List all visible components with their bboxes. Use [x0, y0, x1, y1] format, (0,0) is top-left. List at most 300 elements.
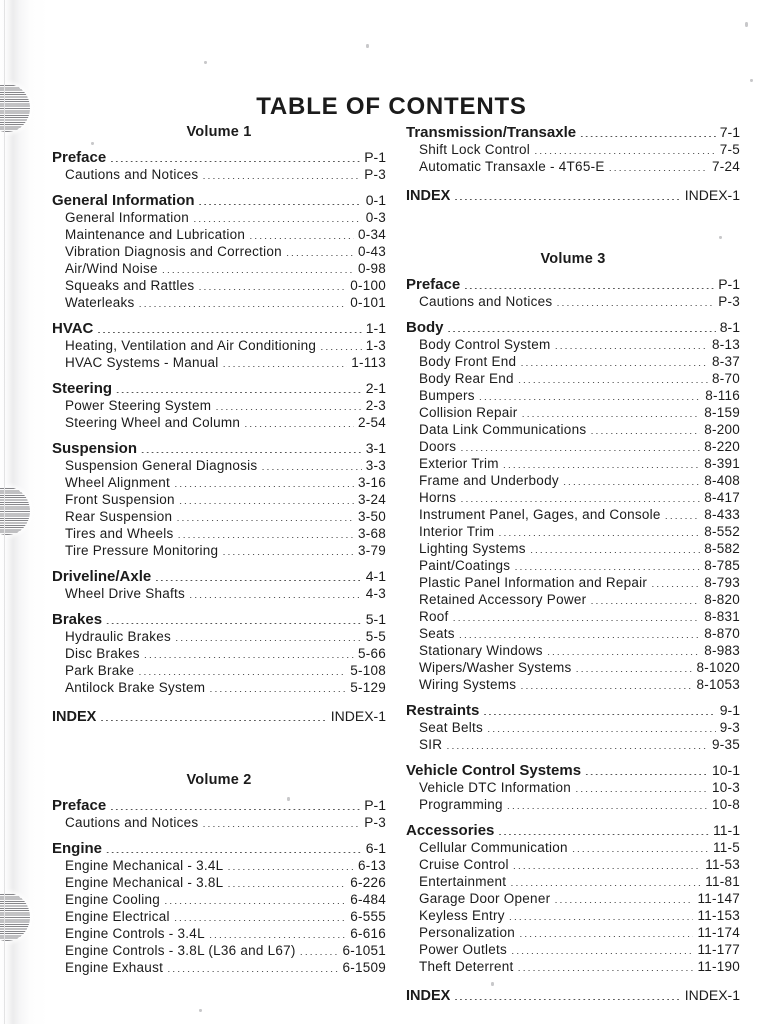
toc-entry-label: Suspension General Diagnosis	[65, 458, 258, 473]
toc-entry-page-number: 10-3	[711, 780, 740, 795]
toc-entry-page-number: 8-793	[704, 575, 740, 590]
toc-entry-label: Cautions and Notices	[419, 294, 553, 309]
toc-entry-sub[interactable]	[406, 438, 740, 455]
toc-leader-dots	[174, 920, 346, 921]
toc-entry-label: Engine	[52, 840, 103, 857]
toc-leader-dots	[454, 999, 680, 1000]
toc-entry-sub[interactable]	[52, 857, 386, 874]
toc-entry-label: Preface	[406, 276, 461, 293]
toc-entry-page-number: 11-177	[697, 942, 740, 957]
toc-entry-page-number: P-1	[364, 149, 386, 165]
toc-entry-label: Wiring Systems	[419, 677, 517, 692]
toc-leader-dots	[460, 501, 700, 502]
toc-entry-page-number: 0-43	[357, 244, 386, 259]
toc-entry-sub[interactable]	[52, 891, 386, 908]
toc-entry-label: Body	[406, 319, 444, 336]
toc-leader-dots	[106, 852, 362, 853]
toc-leader-dots	[511, 953, 693, 954]
toc-leader-dots	[576, 671, 693, 672]
toc-leader-dots	[97, 332, 361, 333]
toc-leader-dots	[202, 178, 360, 179]
toc-entry-sub[interactable]	[52, 277, 386, 294]
toc-entry-sub[interactable]	[406, 796, 740, 813]
toc-entry-section[interactable]	[52, 568, 386, 585]
toc-leader-dots	[446, 748, 708, 749]
toc-entry-label: INDEX	[406, 988, 451, 1004]
toc-leader-dots	[320, 349, 362, 350]
toc-entry-label: Interior Trim	[419, 524, 495, 539]
toc-leader-dots	[590, 603, 700, 604]
toc-entry-sub[interactable]	[406, 387, 740, 404]
toc-entry-page-number: 3-3	[365, 458, 386, 473]
toc-entry-section[interactable]	[52, 320, 386, 337]
toc-entry-label: HVAC Systems - Manual	[65, 355, 219, 370]
toc-leader-dots	[178, 537, 354, 538]
toc-entry-sub[interactable]	[52, 474, 386, 491]
toc-entry-sub[interactable]	[406, 489, 740, 506]
toc-entry-page-number: P-1	[364, 797, 386, 813]
toc-entry-label: Engine Controls - 3.8L (L36 and L67)	[65, 943, 296, 958]
toc-entry-page-number: 10-1	[711, 762, 740, 778]
toc-entry-label: Cautions and Notices	[65, 815, 199, 830]
toc-entry-sub[interactable]	[406, 839, 740, 856]
toc-entry-section[interactable]	[406, 319, 740, 336]
toc-leader-dots	[141, 452, 362, 453]
toc-entry-page-number: INDEX-1	[684, 187, 740, 203]
toc-leader-dots	[175, 640, 362, 641]
toc-entry-page-number: 2-3	[365, 398, 386, 413]
toc-entry-page-number: INDEX-1	[330, 708, 386, 724]
toc-entry-sub[interactable]	[406, 625, 740, 642]
toc-entry-label: Personalization	[419, 925, 516, 940]
toc-entry-page-number: 0-101	[350, 295, 386, 310]
toc-entry-sub[interactable]	[52, 226, 386, 243]
toc-entry-page-number: 0-100	[350, 278, 386, 293]
toc-entry-page-number: 11-5	[712, 840, 740, 855]
toc-entry-page-number: 7-5	[719, 142, 740, 157]
toc-entry-label: Disc Brakes	[65, 646, 140, 661]
toc-entry-label: Vehicle DTC Information	[419, 780, 572, 795]
toc-leader-dots	[215, 409, 361, 410]
toc-entry-page-number: P-1	[718, 276, 740, 292]
toc-entry-page-number: 11-147	[697, 891, 740, 906]
toc-entry-label: Vibration Diagnosis and Correction	[65, 244, 282, 259]
toc-entry-label: Rear Suspension	[65, 509, 173, 524]
toc-entry-page-number: 0-34	[357, 227, 386, 242]
toc-entry-label: Shift Lock Control	[419, 142, 531, 157]
toc-entry-label: Maintenance and Lubrication	[65, 227, 246, 242]
toc-entry-sub[interactable]	[406, 158, 740, 175]
toc-entry-sub[interactable]	[406, 353, 740, 370]
toc-leader-dots	[522, 416, 701, 417]
toc-entry-label: SIR	[419, 737, 443, 752]
toc-leader-dots	[199, 204, 362, 205]
toc-entry-sub[interactable]	[406, 293, 740, 310]
toc-entry-label: Theft Deterrent	[419, 959, 514, 974]
toc-leader-dots	[286, 255, 354, 256]
toc-entry-label: General Information	[52, 192, 195, 209]
toc-entry-page-number: 6-226	[350, 875, 386, 890]
toc-entry-label: Park Brake	[65, 663, 135, 678]
toc-entry-sub[interactable]	[406, 719, 740, 736]
toc-entry-page-number: 8-417	[704, 490, 740, 505]
toc-entry-sub[interactable]	[406, 591, 740, 608]
toc-entry-page-number: 8-220	[704, 439, 740, 454]
toc-entry-section[interactable]	[406, 702, 740, 719]
toc-entry-label: Engine Controls - 3.4L	[65, 926, 205, 941]
toc-entry-label: Suspension	[52, 440, 138, 457]
toc-entry-sub[interactable]	[52, 397, 386, 414]
toc-entry-page-number: 6-555	[350, 909, 386, 924]
toc-entry-page-number: 8-820	[704, 592, 740, 607]
toc-leader-dots	[575, 791, 708, 792]
toc-entry-sub[interactable]	[406, 455, 740, 472]
toc-entry-sub[interactable]	[52, 508, 386, 525]
toc-leader-dots	[498, 834, 709, 835]
toc-entry-sub[interactable]	[406, 642, 740, 659]
toc-entry-section[interactable]	[52, 149, 386, 166]
toc-entry-label: Engine Electrical	[65, 909, 170, 924]
toc-entry-sub[interactable]	[52, 260, 386, 277]
toc-leader-dots	[651, 586, 700, 587]
toc-entry-page-number: 0-1	[365, 192, 386, 208]
toc-entry-sub[interactable]	[406, 736, 740, 753]
toc-entry-sub[interactable]	[406, 557, 740, 574]
toc-entry-label: Cautions and Notices	[65, 167, 199, 182]
toc-entry-sub[interactable]	[406, 659, 740, 676]
toc-leader-dots	[520, 688, 692, 689]
toc-column-left	[52, 124, 386, 976]
toc-entry-label: Horns	[419, 490, 457, 505]
toc-entry-page-number: 11-153	[697, 908, 740, 923]
toc-leader-dots	[459, 637, 700, 638]
toc-entry-label: Wipers/Washer Systems	[419, 660, 572, 675]
toc-entry-page-number: 8-408	[704, 473, 740, 488]
toc-entry-sub[interactable]	[52, 354, 386, 371]
toc-entry-page-number: 8-552	[704, 524, 740, 539]
toc-entry-label: Front Suspension	[65, 492, 175, 507]
toc-leader-dots	[223, 366, 348, 367]
toc-entry-label: Lighting Systems	[419, 541, 526, 556]
toc-entry-page-number: 5-5	[365, 629, 386, 644]
toc-entry-label: Brakes	[52, 611, 103, 628]
toc-entry-page-number: 0-3	[365, 210, 386, 225]
toc-entry-sub[interactable]	[52, 243, 386, 260]
toc-leader-dots	[227, 886, 346, 887]
toc-entry-page-number: 2-54	[357, 415, 386, 430]
toc-entry-page-number: 5-1	[365, 611, 386, 627]
toc-leader-dots	[460, 450, 700, 451]
toc-entry-sub[interactable]	[406, 421, 740, 438]
toc-entry-sub[interactable]	[406, 506, 740, 523]
toc-entry-label: Accessories	[406, 822, 495, 839]
toc-entry-sub[interactable]	[52, 874, 386, 891]
toc-entry-section[interactable]	[406, 822, 740, 839]
toc-entry-page-number: 8-200	[704, 422, 740, 437]
toc-entry-sub[interactable]	[52, 959, 386, 976]
toc-entry-sub[interactable]	[52, 491, 386, 508]
toc-entry-sub[interactable]	[406, 779, 740, 796]
toc-entry-sub[interactable]	[406, 574, 740, 591]
toc-entry-label: Collision Repair	[419, 405, 518, 420]
toc-entry-label: Air/Wind Noise	[65, 261, 158, 276]
toc-entry-label: Hydraulic Brakes	[65, 629, 172, 644]
toc-leader-dots	[609, 170, 708, 171]
toc-entry-section[interactable]	[52, 192, 386, 209]
toc-entry-sub[interactable]	[406, 907, 740, 924]
toc-entry-index[interactable]	[406, 187, 740, 205]
toc-entry-sub[interactable]	[52, 585, 386, 602]
toc-entry-label: Transmission/Transaxle	[406, 124, 577, 141]
toc-entry-page-number: 7-24	[711, 159, 740, 174]
toc-leader-dots	[563, 484, 700, 485]
toc-entry-page-number: P-3	[364, 167, 386, 182]
toc-entry-sub[interactable]	[406, 856, 740, 873]
toc-entry-label: Steering	[52, 380, 113, 397]
toc-entry-label: Seat Belts	[419, 720, 484, 735]
toc-entry-page-number: 8-13	[711, 337, 740, 352]
toc-leader-dots	[530, 552, 700, 553]
toc-entry-label: General Information	[65, 210, 190, 225]
toc-leader-dots	[520, 365, 708, 366]
toc-entry-label: Keyless Entry	[419, 908, 505, 923]
toc-leader-dots	[556, 305, 714, 306]
toc-entry-label: Automatic Transaxle - 4T65-E	[419, 159, 605, 174]
toc-entry-label: Wheel Alignment	[65, 475, 171, 490]
toc-leader-dots	[483, 714, 715, 715]
toc-entry-index[interactable]	[52, 708, 386, 726]
toc-leader-dots	[138, 674, 346, 675]
toc-leader-dots	[116, 392, 362, 393]
toc-entry-sub[interactable]	[52, 457, 386, 474]
toc-entry-sub[interactable]	[406, 472, 740, 489]
toc-leader-dots	[198, 289, 346, 290]
toc-entry-label: Instrument Panel, Gages, and Console	[419, 507, 661, 522]
toc-entry-label: Antilock Brake System	[65, 680, 206, 695]
toc-leader-dots	[227, 869, 354, 870]
toc-entry-page-number: 11-81	[705, 874, 740, 889]
toc-entry-sub[interactable]	[406, 873, 740, 890]
toc-entry-page-number: 9-3	[719, 720, 740, 735]
toc-leader-dots	[174, 486, 354, 487]
toc-leader-dots	[167, 971, 338, 972]
toc-entry-page-number: 8-831	[704, 609, 740, 624]
toc-entry-label: HVAC	[52, 320, 94, 337]
toc-entry-sub[interactable]	[52, 337, 386, 354]
toc-entry-sub[interactable]	[406, 924, 740, 941]
toc-entry-sub[interactable]	[406, 958, 740, 975]
toc-leader-dots	[261, 469, 361, 470]
toc-leader-dots	[249, 238, 354, 239]
toc-leader-dots	[209, 937, 346, 938]
toc-entry-page-number: 1-113	[351, 355, 386, 370]
toc-entry-sub[interactable]	[52, 209, 386, 226]
toc-entry-page-number: 11-174	[697, 925, 740, 940]
toc-entry-label: Tires and Wheels	[65, 526, 174, 541]
toc-entry-sub[interactable]	[52, 542, 386, 559]
toc-entry-label: Engine Mechanical - 3.8L	[65, 875, 224, 890]
toc-leader-dots	[555, 348, 708, 349]
toc-entry-page-number: 8-582	[704, 541, 740, 556]
toc-entry-label: Body Rear End	[419, 371, 514, 386]
toc-entry-label: Entertainment	[419, 874, 507, 889]
toc-entry-page-number: 11-53	[705, 857, 740, 872]
toc-entry-page-number: 8-159	[704, 405, 740, 420]
toc-entry-page-number: 8-116	[705, 388, 740, 403]
toc-entry-sub[interactable]	[406, 608, 740, 625]
toc-entry-label: Paint/Coatings	[419, 558, 511, 573]
toc-entry-sub[interactable]	[406, 523, 740, 540]
toc-entry-sub[interactable]	[406, 890, 740, 907]
toc-entry-page-number: 9-1	[719, 702, 740, 718]
toc-entry-page-number: 6-616	[350, 926, 386, 941]
toc-entry-page-number: 8-1053	[696, 677, 740, 692]
toc-column-right	[406, 124, 740, 1005]
toc-entry-page-number: 1-3	[365, 338, 386, 353]
toc-leader-dots	[176, 520, 354, 521]
toc-entry-sub[interactable]	[52, 645, 386, 662]
toc-leader-dots	[554, 902, 693, 903]
toc-entry-page-number: 1-1	[365, 320, 386, 336]
toc-leader-dots	[498, 535, 700, 536]
toc-leader-dots	[580, 136, 716, 137]
toc-leader-dots	[448, 331, 716, 332]
toc-entry-page-number: 8-785	[704, 558, 740, 573]
toc-entry-page-number: 3-50	[357, 509, 386, 524]
toc-leader-dots	[487, 731, 716, 732]
toc-entry-label: Roof	[419, 609, 449, 624]
toc-leader-dots	[507, 808, 708, 809]
toc-entry-section[interactable]	[406, 762, 740, 779]
toc-entry-page-number: 5-108	[350, 663, 386, 678]
toc-leader-dots	[202, 826, 360, 827]
toc-entry-label: Wheel Drive Shafts	[65, 586, 186, 601]
toc-entry-label: Cruise Control	[419, 857, 509, 872]
toc-entry-page-number: 6-1	[365, 840, 386, 856]
toc-entry-page-number: 8-870	[704, 626, 740, 641]
volume-heading: Volume 1	[186, 124, 252, 140]
toc-entry-page-number: P-3	[718, 294, 740, 309]
toc-entry-section[interactable]	[52, 440, 386, 457]
volume-heading: Volume 2	[186, 772, 252, 788]
toc-entry-page-number: 5-66	[357, 646, 386, 661]
toc-entry-label: Body Front End	[419, 354, 517, 369]
toc-entry-page-number: 8-37	[711, 354, 740, 369]
toc-entry-label: Garage Door Opener	[419, 891, 551, 906]
toc-entry-sub[interactable]	[52, 628, 386, 645]
toc-entry-sub[interactable]	[406, 404, 740, 421]
toc-entry-page-number: 8-391	[704, 456, 740, 471]
toc-entry-label: Body Control System	[419, 337, 551, 352]
toc-leader-dots	[110, 161, 360, 162]
toc-entry-label: Plastic Panel Information and Repair	[419, 575, 648, 590]
toc-entry-sub[interactable]	[406, 941, 740, 958]
toc-entry-page-number: 9-35	[711, 737, 740, 752]
toc-entry-sub[interactable]	[52, 679, 386, 696]
toc-entry-section[interactable]	[52, 611, 386, 628]
toc-leader-dots	[510, 885, 701, 886]
toc-leader-dots	[106, 623, 362, 624]
toc-leader-dots	[144, 657, 354, 658]
toc-entry-page-number: 8-1	[719, 319, 740, 335]
toc-entry-section[interactable]	[52, 380, 386, 397]
toc-entry-page-number: 8-1020	[696, 660, 740, 675]
toc-entry-section[interactable]	[52, 797, 386, 814]
toc-entry-sub[interactable]	[406, 540, 740, 557]
toc-leader-dots	[572, 851, 709, 852]
toc-entry-page-number: 10-8	[711, 797, 740, 812]
toc-entry-label: Stationary Windows	[419, 643, 543, 658]
toc-entry-label: Retained Accessory Power	[419, 592, 587, 607]
toc-leader-dots	[518, 382, 708, 383]
toc-leader-dots	[300, 954, 339, 955]
toc-leader-dots	[164, 903, 346, 904]
toc-entry-label: Restraints	[406, 702, 480, 719]
toc-leader-dots	[139, 306, 347, 307]
toc-entry-sub[interactable]	[52, 525, 386, 542]
toc-entry-label: Preface	[52, 149, 107, 166]
toc-entry-page-number: 3-1	[365, 440, 386, 456]
toc-leader-dots	[209, 691, 346, 692]
toc-leader-dots	[547, 654, 700, 655]
toc-entry-sub[interactable]	[52, 414, 386, 431]
toc-entry-page-number: P-3	[364, 815, 386, 830]
toc-leader-dots	[453, 620, 701, 621]
toc-entry-index[interactable]	[406, 987, 740, 1005]
toc-entry-sub[interactable]	[406, 370, 740, 387]
toc-entry-page-number: 3-68	[357, 526, 386, 541]
toc-entry-label: Driveline/Axle	[52, 568, 152, 585]
toc-entry-label: Power Steering System	[65, 398, 212, 413]
toc-entry-sub[interactable]	[52, 662, 386, 679]
volume-heading: Volume 3	[540, 251, 606, 267]
toc-leader-dots	[162, 272, 354, 273]
toc-entry-label: Squeaks and Rattles	[65, 278, 195, 293]
toc-entry-page-number: 6-1509	[342, 960, 386, 975]
toc-entry-sub[interactable]	[52, 908, 386, 925]
toc-entry-sub[interactable]	[52, 942, 386, 959]
toc-entry-sub[interactable]	[406, 336, 740, 353]
toc-leader-dots	[585, 774, 708, 775]
toc-leader-dots	[513, 868, 701, 869]
toc-entry-section[interactable]	[406, 276, 740, 293]
toc-leader-dots	[193, 221, 362, 222]
toc-entry-sub[interactable]	[52, 166, 386, 183]
toc-leader-dots	[464, 288, 714, 289]
toc-entry-sub[interactable]	[406, 141, 740, 158]
toc-leader-dots	[110, 809, 360, 810]
toc-entry-label: INDEX	[406, 188, 451, 204]
toc-entry-page-number: 3-24	[357, 492, 386, 507]
toc-entry-label: Waterleaks	[65, 295, 135, 310]
toc-entry-sub[interactable]	[52, 814, 386, 831]
toc-entry-label: Heating, Ventilation and Air Conditioning	[65, 338, 317, 353]
toc-leader-dots	[519, 936, 693, 937]
toc-entry-section[interactable]	[406, 124, 740, 141]
toc-entry-sub[interactable]	[52, 294, 386, 311]
toc-entry-sub[interactable]	[406, 676, 740, 693]
toc-entry-label: Tire Pressure Monitoring	[65, 543, 219, 558]
toc-leader-dots	[189, 597, 362, 598]
toc-entry-page-number: 6-1051	[342, 943, 386, 958]
toc-entry-section[interactable]	[52, 840, 386, 857]
toc-entry-page-number: 8-433	[704, 507, 740, 522]
toc-entry-page-number: 4-3	[365, 586, 386, 601]
toc-entry-page-number: 3-79	[357, 543, 386, 558]
toc-entry-sub[interactable]	[52, 925, 386, 942]
toc-entry-label: Cellular Communication	[419, 840, 568, 855]
page-title: TABLE OF CONTENTS	[256, 93, 527, 120]
